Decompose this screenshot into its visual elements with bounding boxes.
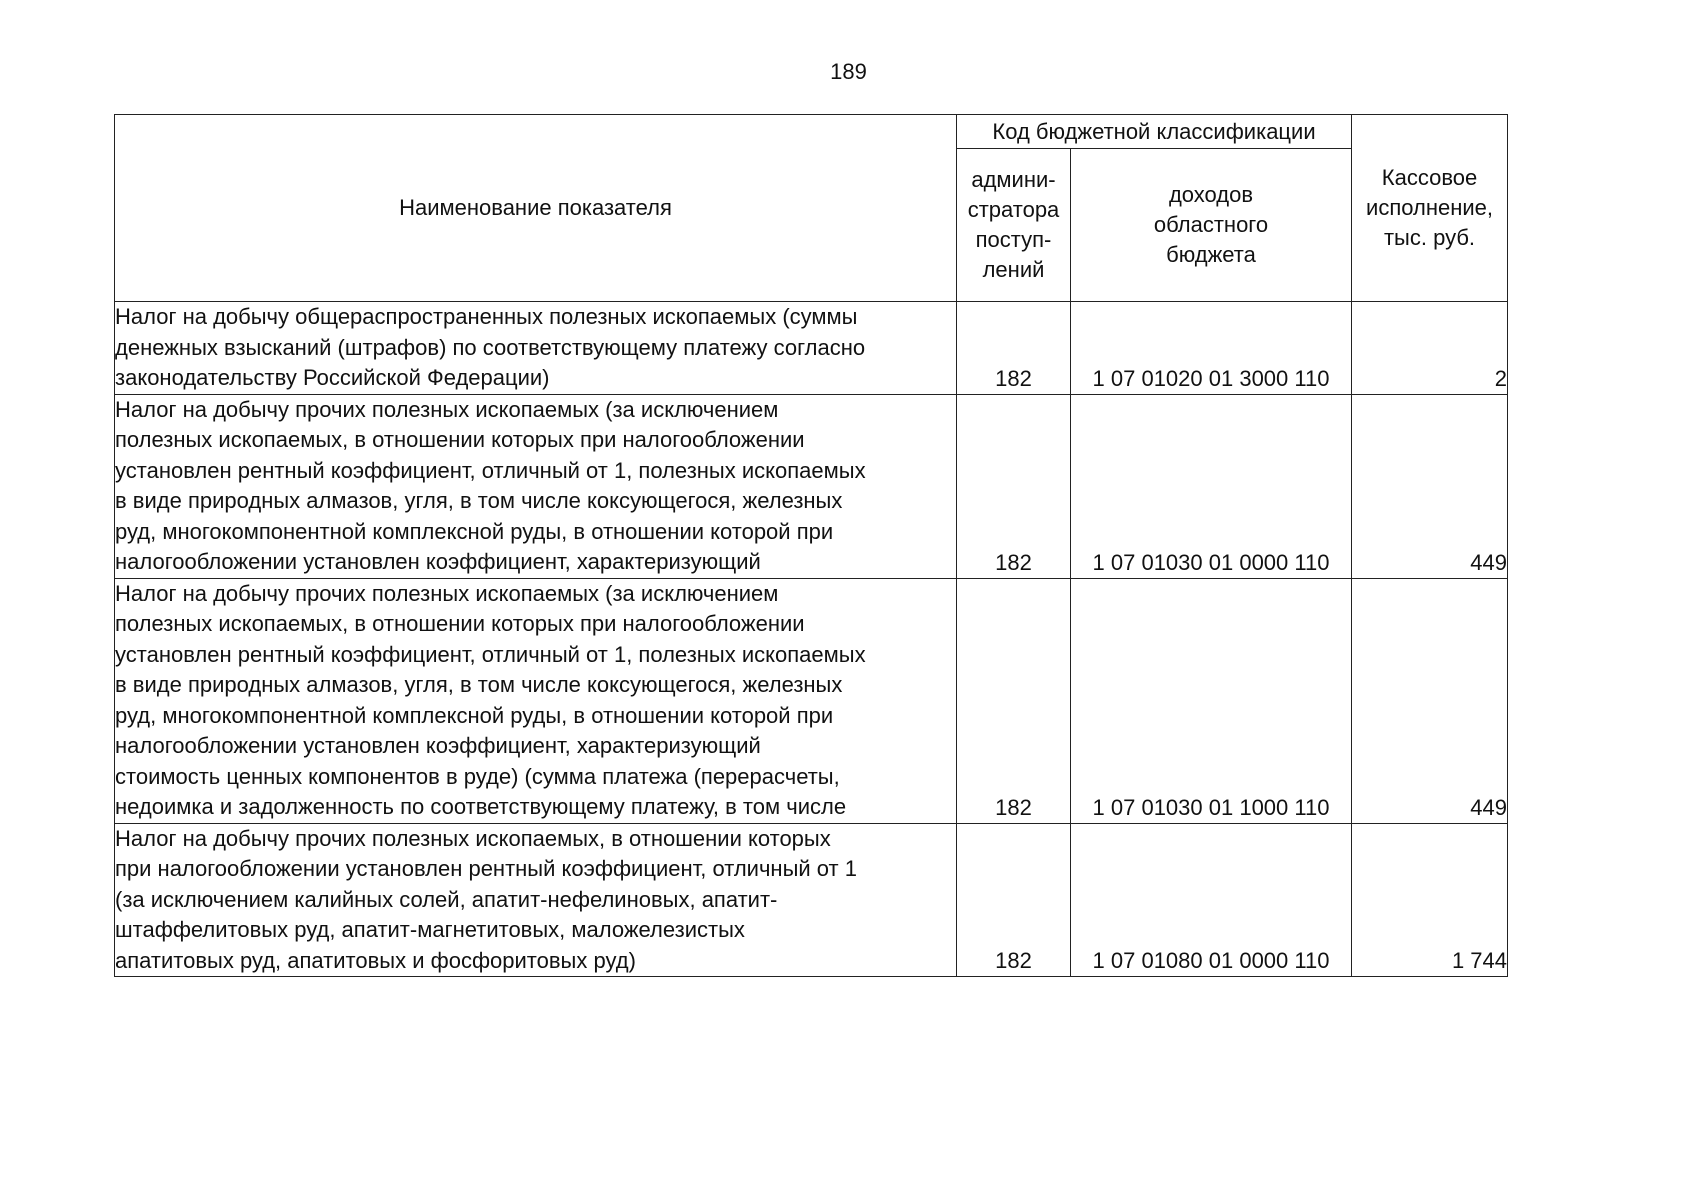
header-cash-execution-line: Кассовое	[1381, 165, 1478, 190]
indicator-name-line: штаффелитовых руд, апатит-магнетитовых, маложелезистых	[115, 917, 745, 942]
amount-cell: 2	[1352, 302, 1508, 395]
indicator-name-line: руд, многокомпонентной комплексной руды, в отношении которой при	[115, 518, 834, 544]
indicator-name-line: установлен рентный коэффициент, отличный от 1, полезных ископаемых	[115, 641, 866, 667]
header-cash-execution-line: тыс. руб.	[1383, 225, 1476, 250]
header-indicator-name	[115, 115, 957, 302]
budget-code-cell: 1 07 01030 01 1000 110	[1071, 578, 1352, 823]
indicator-name-cell	[115, 823, 957, 977]
indicator-name-cell	[115, 578, 957, 823]
indicator-name-line: стоимость ценных компонентов в руде) (сумма платежа (перерасчеты,	[115, 763, 840, 789]
table-row	[115, 823, 1508, 977]
indicator-name-line: руд, многокомпонентной комплексной руды, в отношении которой при	[115, 702, 834, 728]
header-cash-execution-line: исполнение,	[1366, 195, 1493, 220]
indicator-name-line: недоимка и задолженность по соответствующему платежу, в том числе	[115, 794, 847, 819]
page-number: 189	[830, 59, 867, 84]
header-income-line: доходов	[1168, 182, 1254, 207]
budget-code-cell: 1 07 01020 01 3000 110	[1071, 302, 1352, 395]
budget-table	[114, 114, 1508, 977]
header-regional-budget-income	[1071, 149, 1352, 302]
header-admin-line: поступ-	[975, 227, 1052, 252]
indicator-name-line: законодательству Российской Федерации)	[115, 365, 550, 390]
header-income-line: областного	[1153, 212, 1269, 237]
indicator-name-line: Налог на добычу прочих полезных ископаемых, в отношении которых	[115, 825, 831, 851]
indicator-name-line: денежных взысканий (штрафов) по соответствующему платежу согласно	[115, 334, 866, 360]
indicator-name-cell	[115, 302, 957, 395]
indicator-name-line: при налогообложении установлен рентный коэффициент, отличный от 1	[115, 856, 857, 881]
header-income-line: бюджета	[1166, 242, 1256, 267]
admin-code-cell: 182	[957, 578, 1071, 823]
amount-cell: 449	[1352, 578, 1508, 823]
header-admin-line: админи-	[971, 167, 1056, 192]
indicator-name-line: Налог на добычу общераспространенных полезных ископаемых (суммы	[115, 304, 858, 329]
table-row	[115, 302, 1508, 395]
admin-code-cell: 182	[957, 823, 1071, 977]
indicator-name-line: Налог на добычу прочих полезных ископаемых (за исключением	[115, 580, 779, 606]
budget-code-cell: 1 07 01080 01 0000 110	[1071, 823, 1352, 977]
header-code-group-text: Код бюджетной классификации	[992, 118, 1316, 144]
header-revenue-administrator	[957, 149, 1071, 302]
header-indicator-name-text: Наименование показателя	[399, 195, 672, 220]
indicator-name-line: полезных ископаемых, в отношении которых при налогообложении	[115, 611, 805, 636]
indicator-name-line: налогообложении установлен коэффициент, характеризующий	[115, 549, 761, 574]
indicator-name-line: установлен рентный коэффициент, отличный от 1, полезных ископаемых	[115, 457, 866, 483]
amount-cell: 1 744	[1352, 823, 1508, 977]
admin-code-cell: 182	[957, 302, 1071, 395]
indicator-name-line: в виде природных алмазов, угля, в том числе коксующегося, железных	[115, 672, 843, 697]
indicator-name-line: в виде природных алмазов, угля, в том числе коксующегося, железных	[115, 488, 843, 513]
indicator-name-line: Налог на добычу прочих полезных ископаемых (за исключением	[115, 396, 779, 422]
indicator-name-line: апатитовых руд, апатитовых и фосфоритовых руд)	[115, 947, 636, 973]
indicator-name-cell	[115, 394, 957, 578]
header-cash-execution	[1352, 115, 1508, 302]
table-row	[115, 578, 1508, 823]
header-admin-line: лений	[982, 257, 1045, 282]
header-admin-line: стратора	[967, 197, 1060, 222]
indicator-name-line: (за исключением калийных солей, апатит-нефелиновых, апатит-	[115, 886, 778, 912]
budget-code-cell: 1 07 01030 01 0000 110	[1071, 394, 1352, 578]
header-code-group	[957, 115, 1352, 149]
indicator-name-line: налогообложении установлен коэффициент, характеризующий	[115, 733, 761, 758]
table-row	[115, 394, 1508, 578]
admin-code-cell: 182	[957, 394, 1071, 578]
amount-cell: 449	[1352, 394, 1508, 578]
indicator-name-line: полезных ископаемых, в отношении которых при налогообложении	[115, 427, 805, 452]
